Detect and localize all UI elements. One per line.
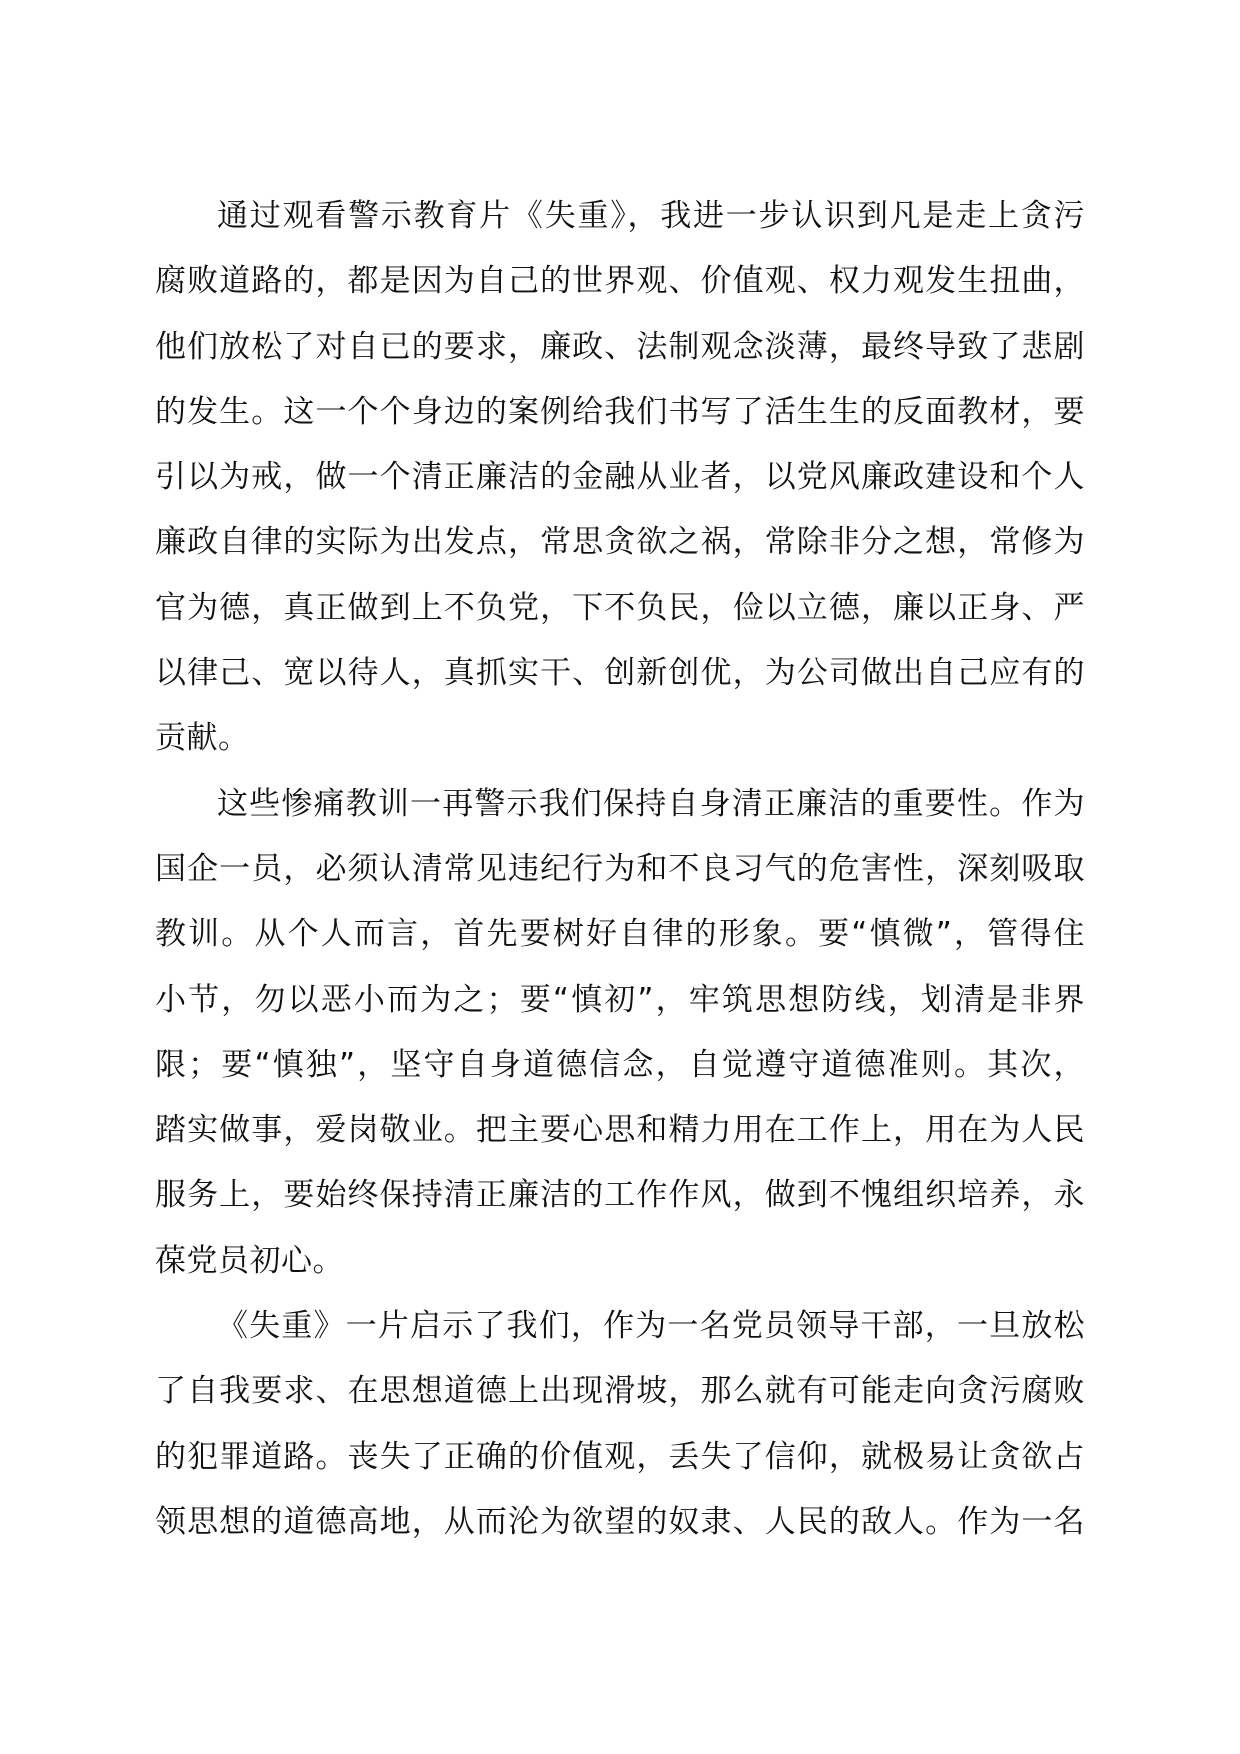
paragraph-line: 这些惨痛教训一再警示我们保持自身清正廉洁的重要性。作为: [217, 785, 1085, 822]
paragraph-2: [155, 772, 1085, 1294]
paragraph-line: 领思想的道德高地，从而沦为欲望的奴隶、人民的敌人。作为一名: [155, 1503, 1085, 1540]
paragraph-3: [155, 1294, 1085, 1555]
paragraph-line: 官为德，真正做到上不负党，下不负民，俭以立德，廉以正身、严: [155, 589, 1085, 626]
paragraph-line: 小节，勿以恶小而为之；要“慎初”，牢筑思想防线，划清是非界: [155, 981, 1085, 1018]
paragraph-line: 了自我要求、在思想道德上出现滑坡，那么就有可能走向贪污腐败: [155, 1373, 1085, 1410]
paragraph-line: 廉政自律的实际为出发点，常思贪欲之祸，常除非分之想，常修为: [155, 524, 1085, 561]
paragraph-line: 服务上，要始终保持清正廉洁的工作作风，做到不愧组织培养，永: [155, 1177, 1085, 1214]
paragraph-line: 通过观看警示教育片《失重》，我进一步认识到凡是走上贪污: [217, 198, 1085, 234]
paragraph-line: 教训。从个人而言，首先要树好自律的形象。要“慎微”，管得住: [155, 916, 1085, 953]
paragraph-line: 葆党员初心。: [155, 1242, 344, 1279]
paragraph-line: 《失重》一片启示了我们，作为一名党员领导干部，一旦放松: [217, 1308, 1085, 1345]
paragraph-line: 腐败道路的，都是因为自己的世界观、价值观、权力观发生扭曲，: [155, 263, 1085, 300]
paragraph-1: [155, 184, 1085, 772]
paragraph-line: 以律己、宽以待人，真抓实干、创新创优，为公司做出自己应有的: [155, 655, 1085, 692]
paragraph-line: 的发生。这一个个身边的案例给我们书写了活生生的反面教材，要: [155, 393, 1085, 430]
paragraph-line: 的犯罪道路。丧失了正确的价值观，丢失了信仰，就极易让贪欲占: [155, 1438, 1085, 1475]
paragraph-line: 他们放松了对自已的要求，廉政、法制观念淡薄，最终导致了悲剧: [155, 328, 1085, 365]
paragraph-line: 国企一员，必须认清常见违纪行为和不良习气的危害性，深刻吸取: [155, 850, 1085, 887]
paragraph-line: 引以为戒，做一个清正廉洁的金融从业者，以党风廉政建设和个人: [155, 459, 1085, 496]
paragraph-line: 限；要“慎独”，坚守自身道德信念，自觉遵守道德准则。其次，: [155, 1046, 1085, 1083]
document-body: [155, 184, 1085, 1555]
paragraph-line: 踏实做事，爱岗敬业。把主要心思和精力用在工作上，用在为人民: [155, 1112, 1085, 1149]
paragraph-line: 贡献。: [155, 720, 250, 757]
